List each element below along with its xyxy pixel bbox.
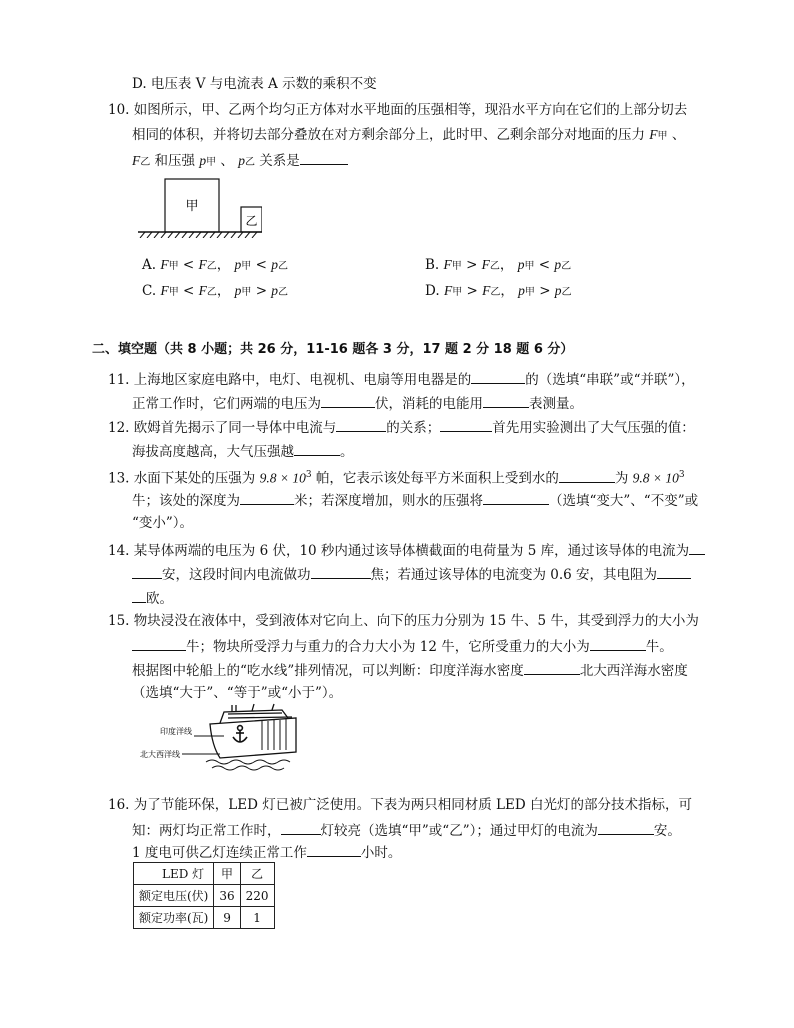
q13-text-e: 米；若深度增加，则水的压强将 — [294, 493, 483, 509]
q11-text-d: 伏，消耗的电能用 — [375, 396, 483, 412]
q10-option-b[interactable] — [425, 256, 571, 276]
sub-jia: 甲 — [452, 287, 463, 298]
q12-blank-3[interactable] — [294, 441, 340, 456]
table-header-cell: 甲 — [214, 863, 240, 885]
p-symbol: p — [271, 257, 278, 272]
q10-sub-jia: 甲 — [206, 157, 217, 168]
f-symbol: F — [198, 283, 207, 298]
relation-1: < — [182, 257, 195, 273]
q14-blank-3a[interactable] — [657, 564, 691, 579]
p-symbol: p — [518, 283, 525, 298]
q10-line1 — [108, 101, 687, 119]
p-symbol: p — [554, 283, 562, 298]
q10-option-d[interactable] — [425, 282, 572, 302]
q13-value: 9.8 × 10 — [632, 470, 679, 486]
ground-hatch — [140, 232, 257, 238]
q16-line1 — [108, 796, 692, 814]
comma: ， — [500, 283, 514, 299]
p-symbol: p — [234, 283, 242, 298]
sub-yi: 乙 — [490, 287, 501, 298]
q12-text-a: 欧姆首先揭示了同一导体中电流与 — [133, 420, 337, 436]
table-cell: 1 — [240, 907, 274, 929]
q16-line3 — [132, 842, 401, 862]
f-symbol: F — [481, 257, 490, 272]
q11-text-c: 正常工作时，它们两端的电压为 — [132, 396, 321, 412]
table-header-cell: LED 灯 — [134, 863, 214, 885]
q14-blank-2[interactable] — [311, 564, 371, 579]
table-cell: 额定功率(瓦) — [134, 907, 214, 929]
q10-sep: 、 — [671, 127, 686, 143]
q11-number: 11. — [108, 372, 130, 388]
sub-yi: 乙 — [277, 261, 288, 272]
p-symbol: p — [271, 283, 279, 298]
q14-text-c: 焦；若通过该导体的电流变为 0.6 安，其电阻为 — [370, 567, 658, 583]
sub-jia: 甲 — [241, 287, 252, 298]
table-cell: 额定电压(伏) — [134, 885, 214, 907]
q15-text-d: 根据图中轮船上的“吃水线”排列情况，可以判断：印度洋海水密度 — [132, 663, 524, 679]
q11-blank-3[interactable] — [483, 393, 529, 408]
q15-blank-1[interactable] — [132, 636, 186, 651]
q15-line1 — [108, 612, 699, 630]
relation-2: < — [538, 257, 551, 273]
option-label: B. — [425, 257, 440, 273]
q13-blank-2[interactable] — [240, 490, 294, 505]
q15-text-c: 牛。 — [645, 639, 673, 655]
q13-text-d: 牛；该处的深度为 — [132, 493, 240, 509]
q15-text-e: 北大西洋海水密度 — [579, 663, 688, 679]
q10-line2 — [132, 126, 685, 146]
q16-number: 16. — [108, 797, 130, 813]
sub-jia: 甲 — [168, 261, 179, 272]
q12-number: 12. — [108, 420, 130, 436]
q16-text-d: 安。 — [653, 823, 681, 839]
label-north-atlantic: 北大西洋线 — [140, 750, 180, 759]
comma: ， — [216, 257, 231, 273]
q10-sub-jia: 甲 — [657, 131, 668, 142]
q14-blank-3b[interactable] — [132, 588, 146, 603]
f-symbol: F — [160, 257, 169, 272]
q13-line3: “变小”）。 — [132, 515, 194, 531]
q11-line2 — [132, 393, 583, 413]
q12-text-b: 的关系； — [386, 420, 441, 436]
q13-line1 — [108, 466, 685, 488]
q15-line3 — [132, 660, 688, 680]
q12-line2 — [132, 441, 354, 461]
table-row — [134, 907, 275, 929]
q10-figure — [138, 176, 262, 238]
p-symbol: p — [234, 257, 242, 272]
relation-1: > — [466, 283, 478, 299]
q11-blank-2[interactable] — [321, 393, 375, 408]
q13-blank-1[interactable] — [559, 468, 615, 483]
section-title: 二、填空题（共 8 小题；共 26 分，11-16 题各 3 分，17 题 2 分 18 题 6 分） — [92, 342, 574, 357]
q13-text-c: 为 — [614, 470, 629, 487]
sub-jia: 甲 — [524, 261, 535, 272]
relation-1: > — [466, 257, 478, 273]
sub-jia: 甲 — [524, 287, 535, 298]
q10-number: 10. — [108, 102, 130, 118]
q14-blank-1b[interactable] — [132, 564, 162, 579]
relation-2: < — [255, 257, 267, 273]
q11-text-e: 表测量。 — [529, 396, 583, 412]
sub-yi: 乙 — [489, 261, 500, 272]
label-india-ocean: 印度洋线 — [160, 727, 192, 736]
q12-line1 — [108, 417, 695, 437]
q13-exponent: 3 — [305, 470, 312, 480]
q15-blank-2[interactable] — [590, 636, 646, 651]
sub-yi: 乙 — [278, 287, 289, 298]
sub-yi: 乙 — [206, 261, 217, 272]
f-symbol: F — [443, 257, 452, 272]
q10-relation: 关系是 — [259, 153, 300, 169]
q14-line2 — [132, 564, 691, 584]
q10-option-c[interactable] — [142, 282, 288, 302]
q16-blank-2[interactable] — [598, 820, 654, 835]
q13-blank-3[interactable] — [483, 490, 549, 505]
q15-line4: （选填“大于”、“等于”或“小于”）。 — [132, 685, 343, 701]
table-header-row — [134, 863, 275, 885]
q10-sub-yi: 乙 — [140, 157, 151, 168]
p-symbol: p — [554, 257, 562, 272]
sub-yi: 乙 — [561, 287, 572, 298]
option-label: A. — [142, 257, 157, 273]
sub-jia: 甲 — [451, 261, 462, 272]
q13-number: 13. — [108, 470, 130, 487]
ship-hull — [210, 718, 296, 758]
q13-text-b: 帕，它表示该处每平方米面积上受到水的 — [315, 470, 559, 487]
q11-line1 — [108, 369, 695, 389]
q14-text-b: 安，这段时间内电流做功 — [162, 567, 311, 583]
table-cell: 220 — [240, 885, 274, 907]
water-waves — [206, 760, 290, 770]
q15-line2 — [132, 636, 673, 656]
q10-option-a[interactable] — [142, 256, 288, 276]
q10-and-pressure: 和压强 — [154, 153, 196, 169]
q11-blank-1[interactable] — [471, 369, 525, 384]
relation-1: < — [182, 283, 195, 299]
q10-f-symbol: F — [132, 153, 141, 168]
q13-value: 9.8 × 10 — [259, 470, 306, 486]
sub-yi: 乙 — [206, 287, 217, 298]
q10-line3 — [132, 150, 348, 172]
q12-text-d: 海拔高度越高，大气压强越 — [132, 444, 294, 460]
table-row — [134, 885, 275, 907]
q16-line2 — [132, 820, 681, 840]
led-spec-table — [133, 862, 275, 929]
block-jia-label: 甲 — [185, 199, 199, 214]
sub-yi: 乙 — [561, 261, 572, 272]
sub-jia: 甲 — [168, 287, 179, 298]
q14-line3 — [132, 588, 173, 608]
ship-figure — [132, 702, 302, 772]
comma: ， — [499, 257, 514, 273]
q10-f-symbol: F — [649, 127, 658, 142]
sub-jia: 甲 — [241, 261, 252, 272]
q13-line2 — [132, 490, 698, 510]
q10-sep: 、 — [220, 153, 234, 169]
q16-blank-1[interactable] — [281, 820, 321, 835]
q13-text-f: （选填“变大”、“不变”或 — [549, 493, 699, 509]
q11-text-a: 上海地区家庭电路中，电灯、电视机、电扇等用电器是的 — [133, 372, 472, 388]
f-symbol: F — [443, 283, 453, 298]
q10-answer-blank[interactable] — [300, 150, 348, 165]
q16-blank-3[interactable] — [307, 842, 361, 857]
q16-text-c: 灯较亮（选填“甲”或“乙”）；通过甲灯的电流为 — [320, 823, 598, 839]
q12-text-e: 。 — [340, 444, 354, 460]
q16-text-a: 为了节能环保，LED 灯已被广泛使用。下表为两只相同材质 LED 白光灯的部分技术指标，可 — [133, 797, 692, 813]
f-symbol: F — [160, 283, 169, 298]
q14-line1 — [108, 540, 705, 560]
q14-blank-1a[interactable] — [689, 540, 705, 555]
q10-p-symbol: p — [199, 153, 207, 168]
q15-blank-3[interactable] — [524, 660, 580, 675]
q15-number: 15. — [108, 613, 130, 629]
relation-2: > — [539, 283, 551, 299]
q16-text-b: 知：两灯均正常工作时， — [132, 823, 281, 839]
q10-sub-yi: 乙 — [244, 157, 255, 168]
q15-text-b: 牛；物块所受浮力与重力的合力大小为 12 牛，它所受重力的大小为 — [186, 639, 590, 655]
table-header-cell: 乙 — [240, 863, 274, 885]
relation-2: > — [255, 283, 267, 299]
block-yi-label: 乙 — [245, 214, 258, 228]
option-label: D. — [425, 283, 440, 299]
table-cell: 9 — [214, 907, 240, 929]
q13-exponent: 3 — [678, 470, 685, 480]
q15-text-a: 物块浸没在液体中，受到液体对它向上、向下的压力分别为 15 牛、5 牛，其受到浮力的大小为 — [133, 613, 699, 629]
q14-text-d: 欧。 — [146, 591, 173, 607]
q16-text-e: 1 度电可供乙灯连续正常工作 — [132, 845, 307, 861]
q12-blank-1[interactable] — [336, 417, 386, 432]
q14-number: 14. — [108, 543, 130, 559]
option-label: C. — [142, 283, 157, 299]
f-symbol: F — [482, 283, 491, 298]
q10-p-symbol: p — [238, 153, 245, 168]
q12-blank-2[interactable] — [440, 417, 492, 432]
q16-text-f: 小时。 — [360, 845, 402, 861]
q10-text2: 相同的体积，并将切去部分叠放在对方剩余部分上，此时甲、乙剩余部分对地面的压力 — [132, 127, 645, 143]
q9-option-d: D. 电压表 V 与电流表 A 示数的乘积不变 — [132, 76, 377, 92]
table-cell: 36 — [214, 885, 240, 907]
comma: ， — [216, 283, 231, 299]
q14-text-a: 某导体两端的电压为 6 伏，10 秒内通过该导体横截面的电荷量为 5 库，通过该导体的电流为 — [133, 543, 690, 559]
p-symbol: p — [517, 257, 525, 272]
q11-text-b: 的（选填“串联”或“并联”）， — [525, 372, 695, 388]
q10-text1: 如图所示，甲、乙两个均匀正方体对水平地面的压强相等，现沿水平方向在它们的上部分切去 — [133, 102, 688, 118]
f-symbol: F — [198, 257, 207, 272]
q12-text-c: 首先用实验测出了大气压强的值： — [492, 420, 695, 436]
q13-text-a: 水面下某处的压强为 — [133, 470, 256, 487]
